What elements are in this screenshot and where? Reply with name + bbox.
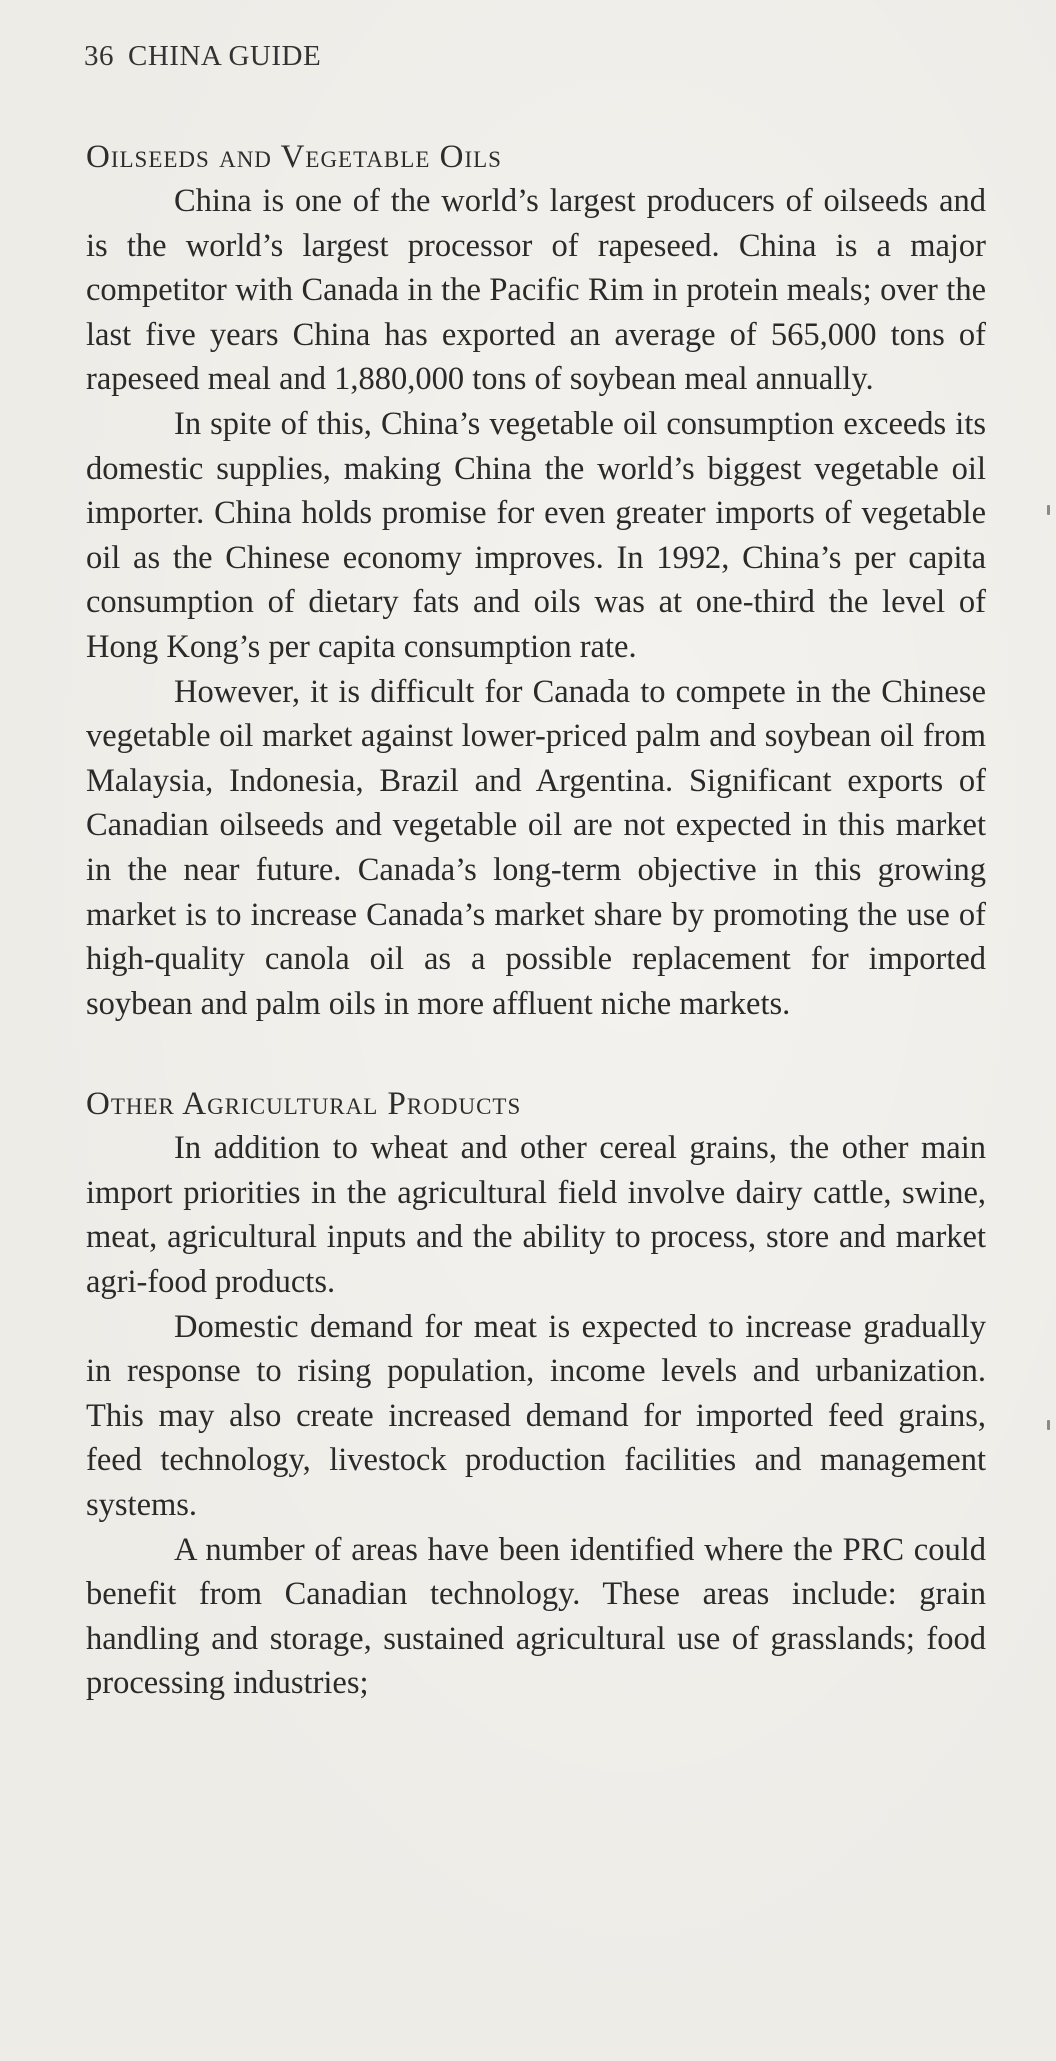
page-number: 36 bbox=[84, 40, 114, 72]
paragraph: However, it is difficult for Canada to compete in the Chinese vegetable oil market against lower-priced palm and soybean oil from Malaysia, Indonesia, Brazil and Argentina. Significant exports of Canadian oilseeds and vegetable oil are not expected in this market in the near future. Canada’s long-term objective in this growing market is to increase Canada’s market share by promoting the use of high-quality canola oil as a possible replacement for imported soybean and palm oils in more affluent niche markets. bbox=[86, 673, 986, 1022]
running-head bbox=[84, 40, 321, 73]
running-head-title: CHINA GUIDE bbox=[128, 40, 322, 72]
paragraph: In spite of this, China’s vegetable oil consumption exceeds its domestic supplies, making China the world’s biggest vegetable oil importer. China holds promise for even greater imports of vegetable oil as the Chinese economy improves. In 1992, China’s per capita consumption of dietary fats and oils was at one-third the level of Hong Kong’s per capita consumption rate. bbox=[86, 405, 986, 665]
paragraph: A number of areas have been identified where the PRC could benefit from Canadian technology. These areas include: grain handling and storage, sustained agricultural use of grasslands; food processing industries; bbox=[86, 1531, 986, 1702]
page-body bbox=[86, 135, 986, 1706]
section-spacer bbox=[86, 1026, 986, 1082]
paragraph: China is one of the world’s largest producers of oilseeds and is the world’s largest processor of rapeseed. China is a major competitor with Canada in the Pacific Rim in protein meals; over the last five years China has exported an average of 565,000 tons of rapeseed meal and 1,880,000 tons of soybean meal annually. bbox=[86, 183, 986, 398]
margin-speck bbox=[1047, 505, 1050, 515]
margin-speck bbox=[1047, 1420, 1050, 1430]
section-heading-other-agricultural: Other Agricultural Products bbox=[86, 1086, 522, 1123]
paragraph: In addition to wheat and other cereal grains, the other main import priorities in the agricultural field involve dairy cattle, swine, meat, agricultural inputs and the ability to process, store and market agri-food products. bbox=[86, 1130, 986, 1301]
paragraph: Domestic demand for meat is expected to increase gradually in response to rising population, income levels and urbanization. This may also create increased demand for imported feed grains, feed technology, livestock production facilities and management systems. bbox=[86, 1308, 986, 1524]
section-heading-oilseeds: Oilseeds and Vegetable Oils bbox=[86, 139, 502, 175]
